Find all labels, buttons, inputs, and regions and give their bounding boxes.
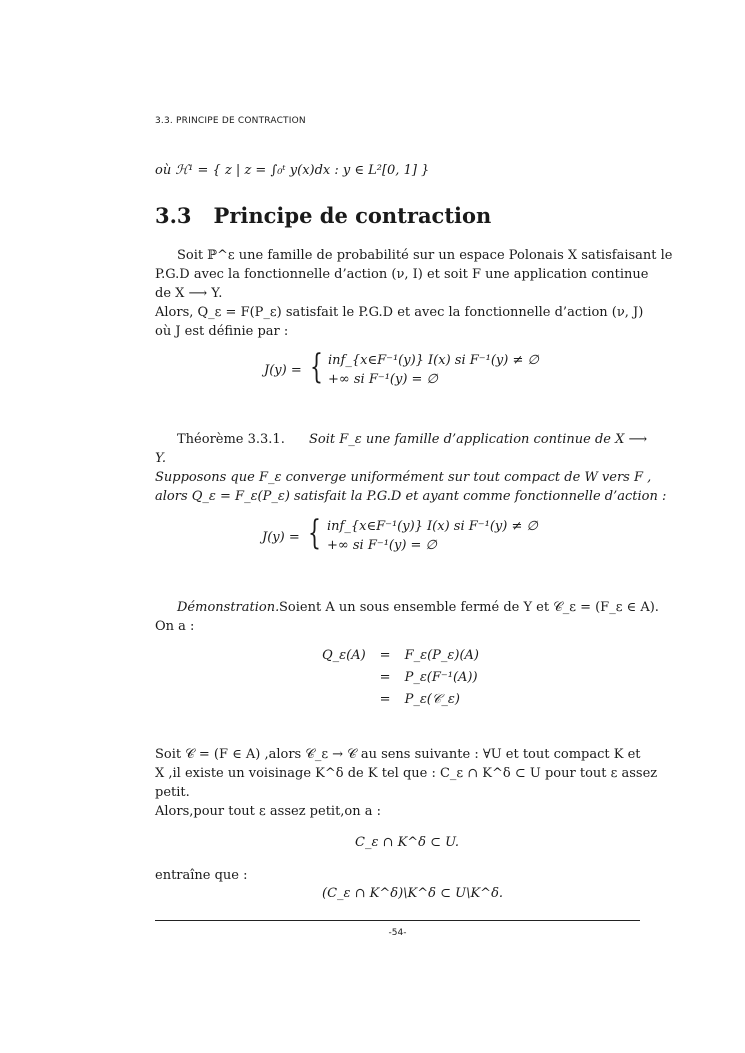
footer-rule	[155, 920, 640, 921]
eq4: C_ε ∩ K^δ ⊂ U.	[355, 835, 460, 850]
eq3-row3-rel: =	[379, 692, 391, 707]
para1-line5: où J est définie par :	[155, 324, 289, 339]
eq3-row1-rel: =	[379, 648, 391, 663]
para2-line4: Alors,pour tout ε assez petit,on a :	[155, 804, 382, 819]
eq3-row1-lhs: Q_ε(A)	[322, 648, 366, 663]
eq3-row1-rhs: F_ε(P_ε)(A)	[404, 648, 479, 663]
eq5: (C_ε ∩ K^δ)\K^δ ⊂ U\K^δ.	[322, 886, 504, 901]
proof-label: Démonstration.	[177, 600, 280, 615]
running-header: 3.3. PRINCIPE DE CONTRACTION	[155, 116, 306, 126]
para1-line4: Alors, Q_ε = F(P_ε) satisfait le P.G.D et avec la fonctionnelle d’action (ν, J)	[155, 305, 644, 320]
para1-line1: Soit ℙ^ε une famille de probabilité sur un espace Polonais X satisfaisant le	[177, 248, 673, 263]
section-heading	[155, 203, 491, 228]
eq3-row2-lhs	[315, 667, 373, 689]
para2-line3: petit.	[155, 785, 190, 800]
eq3-aligned	[315, 645, 486, 711]
theorem-line2: Y.	[155, 451, 167, 466]
eq3-row3-lhs	[315, 689, 373, 711]
section-title: Principe de contraction	[213, 203, 492, 228]
eq1-case2: +∞ si F⁻¹(y) = ∅	[328, 372, 438, 387]
para2-line2: X ,il existe un voisinage K^δ de K tel que : C_ε ∩ K^δ ⊂ U pour tout ε assez	[155, 766, 658, 781]
eq1-brace: {	[310, 347, 323, 387]
eq2-lhs: J(y) =	[262, 530, 300, 545]
eq2-brace: {	[308, 513, 321, 553]
intro-formula: où ℋ¹ = { z | z = ∫₀ᵗ y(x)dx : y ∈ L²[0, 1] }	[155, 163, 430, 178]
para1-line2: P.G.D avec la fonctionnelle d’action (ν, I) et soit F une application continue	[155, 267, 649, 282]
theorem-title: Théorème 3.3.1.	[177, 432, 285, 447]
proof-line1: Soient A un sous ensemble fermé de Y et 𝒞_ε = (F_ε ∈ A).	[279, 600, 659, 615]
theorem-line1: Soit F_ε une famille d’application continue de X ⟶	[309, 432, 648, 447]
section-number: 3.3	[155, 203, 192, 228]
eq3-row	[315, 667, 486, 689]
theorem-line3: Supposons que F_ε converge uniformément sur tout compact de W vers F ,	[155, 470, 652, 485]
eq2-case2: +∞ si F⁻¹(y) = ∅	[327, 538, 437, 553]
para2-line1: Soit 𝒞 = (F ∈ A) ,alors 𝒞_ε → 𝒞 au sens suivante : ∀U et tout compact K et	[155, 747, 641, 762]
eq2-case1: inf_{x∈F⁻¹(y)} I(x) si F⁻¹(y) ≠ ∅	[327, 519, 538, 534]
para1-line3: de X ⟶ Y.	[155, 286, 223, 301]
eq3-row	[315, 645, 486, 667]
page-number: -54-	[388, 928, 407, 938]
theorem-line4: alors Q_ε = F_ε(P_ε) satisfait la P.G.D et ayant comme fonctionnelle d’action :	[155, 489, 667, 504]
proof-line2: On a :	[155, 619, 195, 634]
para3-line1: entraîne que :	[155, 868, 248, 883]
eq1-lhs: J(y) =	[264, 363, 302, 378]
eq1-case1: inf_{x∈F⁻¹(y)} I(x) si F⁻¹(y) ≠ ∅	[328, 353, 539, 368]
eq3-row	[315, 689, 486, 711]
eq3-row2-rel: =	[379, 670, 391, 685]
eq3-row3-rhs: P_ε(𝒞_ε)	[404, 692, 460, 707]
eq3-row2-rhs: P_ε(F⁻¹(A))	[404, 670, 478, 685]
